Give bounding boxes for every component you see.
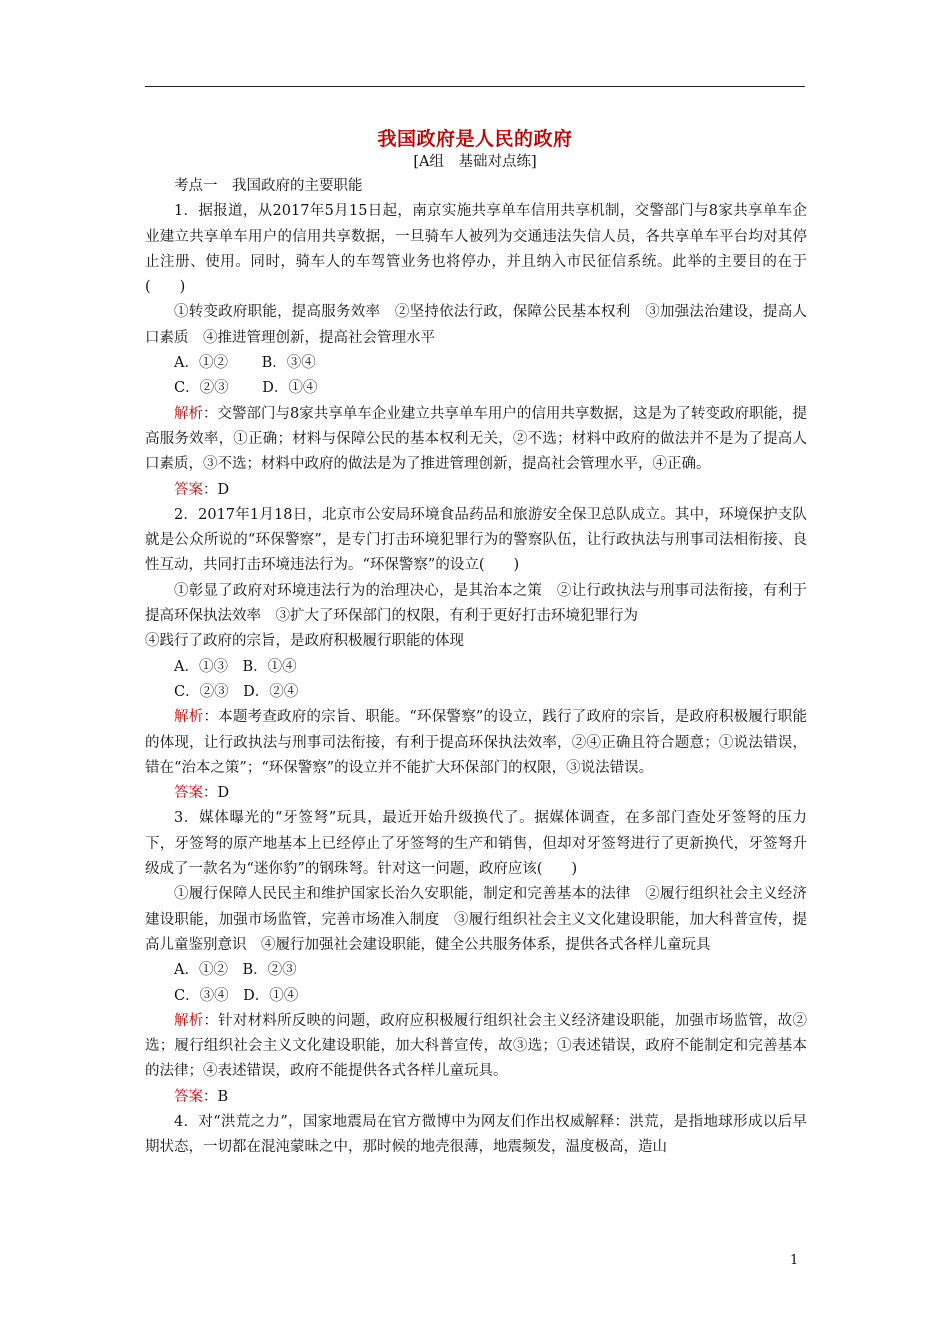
question-3-stem: 3．媒体曝光的“牙签弩”玩具，最近开始升级换代了。据媒体调查，在多部门查处牙签弩的压力下，牙签弩的原产地基本上已经停止了牙签弩的生产和销售，但却对牙签弩进行了更新换代，牙签弩升级成了一款名为“迷你豹”的钢珠弩。针对这一问题，政府应该( ) (145, 810, 807, 878)
question-1-stem: 1．据报道，从2017年5月15日起，南京实施共享单车信用共享机制，交警部门与8家共享单车企业建立共享单车用户的信用共享数据，一旦骑车人被列为交通违法失信人员，各共享单车平台均对其停止注册、使用。同时，骑车人的车驾管业务也将停办，并且纳入市民征信系统。此举的主要目的在于( ) (145, 203, 807, 296)
question-3-analysis (145, 1009, 807, 1085)
question-1-options-ab: A．①② B．③④ (174, 355, 316, 372)
question-3-answer (145, 1085, 807, 1110)
answer-label: 答案 (174, 481, 203, 498)
question-4-stem: 4．对“洪荒之力”，国家地震局在官方微博中为网友们作出权威解释：洪荒，是指地球形成以后早期状态，一切都在混沌蒙昧之中，那时候的地壳很薄，地震频发，温度极高，造山 (145, 1113, 807, 1156)
header-rule (145, 86, 805, 87)
page-number: 1 (790, 1253, 799, 1268)
topic-heading: 考点一 我国政府的主要职能 (174, 178, 363, 194)
question-1-answer (145, 478, 807, 503)
question-2-options-cd: C．②③ D．②④ (174, 683, 299, 700)
analysis-label: 解析 (174, 709, 204, 726)
question-2-analysis (145, 705, 807, 781)
analysis-text: ：本题考查政府的宗旨、职能。“环保警察”的设立，践行了政府的宗旨，是政府积极履行职能的体现，让行政执法与刑事司法衔接，有利于提高环保执法效率，②④正确且符合题意；①说法错误，错在“治本之策”；“环保警察”的设立并不能扩大环保部门的权限，③说法错误。 (145, 709, 808, 776)
question-1-analysis (145, 402, 807, 478)
question-2-stem: 2．2017年1月18日，北京市公安局环境食品药品和旅游安全保卫总队成立。其中，环境保护支队就是公众所说的“环保警察”，是专门打击环境犯罪行为的警察队伍，让行政执法与刑事司法相衔接、良性互动，共同打击环境违法行为。“环保警察”的设立( ) (145, 506, 807, 574)
answer-text: ：B (203, 1088, 229, 1105)
answer-text: ：D (203, 481, 230, 498)
section-group-label: [A组 基础对点练] (413, 154, 537, 170)
answer-text: ：D (203, 785, 230, 802)
analysis-label: 解析 (174, 1012, 204, 1029)
question-3-options-ab: A．①② B．②③ (174, 962, 297, 979)
analysis-text: ：交警部门与8家共享单车企业建立共享单车用户的信用共享数据，这是为了转变政府职能，提高服务效率，①正确；材料与保障公民的基本权利无关，②不选；材料中政府的做法并不是为了提高人口素质，③不选；材料中政府的做法是为了推进管理创新，提高社会管理水平，④正确。 (145, 405, 807, 473)
question-3-items: ①履行保障人民民主和维护国家长治久安职能，制定和完善基本的法律 ②履行组织社会主义经济建设职能，加强市场监管，完善市场准入制度 ③履行组织社会主义文化建设职能，加大科普宣传，提高儿童鉴别意识 ④履行加强社会建设职能，健全公共服务体系，提供各式各样儿童玩具 (145, 886, 807, 953)
answer-label: 答案 (174, 1088, 203, 1105)
analysis-label: 解析 (174, 405, 204, 422)
question-2-items: ①彰显了政府对环境违法行为的治理决心，是其治本之策 ②让行政执法与刑事司法衔接，有利于提高环保执法效率 ③扩大了环保部门的权限，有利于更好打击环境犯罪行为 (145, 582, 807, 625)
document-body (145, 174, 807, 1161)
document-title: 我国政府是人民的政府 (377, 128, 573, 150)
question-3-options-cd: C．③④ D．①④ (174, 987, 299, 1004)
question-2-items-cont: ④践行了政府的宗旨，是政府积极履行职能的体现 (145, 633, 464, 650)
question-2-answer (145, 781, 807, 806)
question-1-items: ①转变政府职能，提高服务效率 ②坚持依法行政，保障公民基本权利 ③加强法治建设，提高人口素质 ④推进管理创新，提高社会管理水平 (145, 304, 807, 346)
question-1-options-cd: C．②③ D．①④ (174, 380, 318, 397)
question-2-options-ab: A．①③ B．①④ (174, 658, 297, 675)
analysis-text: ：针对材料所反映的问题，政府应积极履行组织社会主义经济建设职能，加强市场监管，故②选；履行组织社会主义文化建设职能，加大科普宣传，故③选；①表述错误，政府不能制定和完善基本的法律；④表述错误，政府不能提供各式各样儿童玩具。 (145, 1012, 807, 1080)
answer-label: 答案 (174, 785, 203, 802)
